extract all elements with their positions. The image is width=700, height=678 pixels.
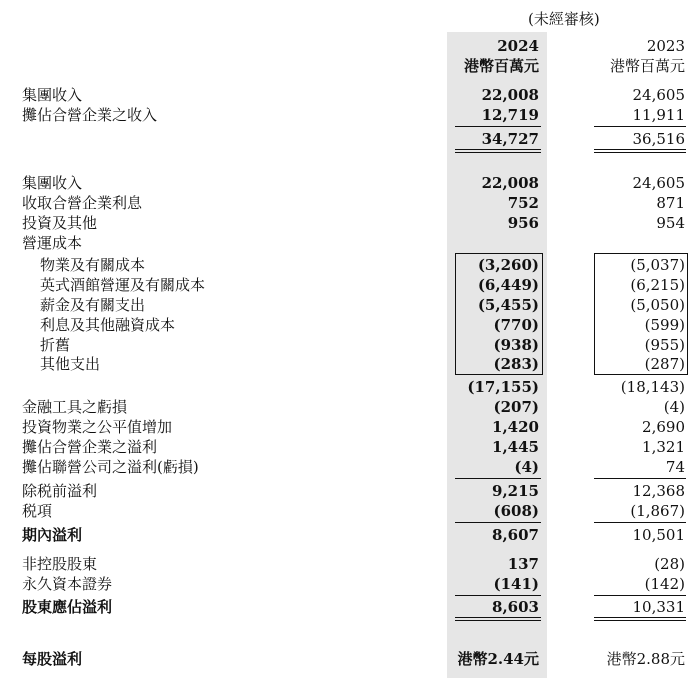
row-label: 投資及其他 <box>22 214 98 232</box>
row-label: 永久資本證券 <box>22 575 113 593</box>
value-2023: 11,911 <box>632 106 685 124</box>
value-2024: 22,008 <box>481 174 539 192</box>
row-label: 英式酒館營運及有關成本 <box>40 276 206 294</box>
value-2024: (4) <box>514 458 539 476</box>
rule-2023 <box>594 522 686 523</box>
eps-value-2023: 港幣2.88元 <box>606 650 685 668</box>
value-2023: (5,050) <box>630 296 685 314</box>
value-2024: 1,420 <box>492 418 539 436</box>
row-label: 攤佔合營企業之收入 <box>22 106 158 124</box>
value-2024: 137 <box>507 555 539 573</box>
row-label: 攤佔合營企業之溢利 <box>22 438 158 456</box>
value-2024: (141) <box>493 575 539 593</box>
value-2024: (938) <box>493 336 539 354</box>
subtotal-rule-2023 <box>594 126 686 127</box>
double-rule-2024-b <box>455 152 541 153</box>
value-2024: 1,445 <box>492 438 539 456</box>
value-2023: 74 <box>665 458 685 476</box>
rule-2023 <box>594 595 686 596</box>
row-label: 集團收入 <box>22 174 83 192</box>
unit-2023-header: 港幣百萬元 <box>609 57 685 75</box>
value-2023: (28) <box>654 555 685 573</box>
value-2024: 9,215 <box>492 482 539 500</box>
value-2024: (5,455) <box>477 296 539 314</box>
value-2023: (287) <box>644 355 685 373</box>
value-2023: 871 <box>656 194 685 212</box>
value-2024: 8,603 <box>492 598 539 616</box>
value-2024: (283) <box>493 355 539 373</box>
value-2024: 22,008 <box>481 86 539 104</box>
double-rule-2023-a <box>594 617 686 618</box>
year-2024-header: 2024 <box>497 37 539 55</box>
rule-2024 <box>455 595 541 596</box>
year-2023-header: 2023 <box>646 37 685 55</box>
value-2023: 12,368 <box>632 482 685 500</box>
row-label: 攤佔聯營公司之溢利(虧損) <box>22 458 199 476</box>
profit-for-period-label: 期內溢利 <box>22 526 83 544</box>
double-rule-2024-a <box>455 149 541 150</box>
rule-2023 <box>594 478 686 479</box>
value-2023: 10,331 <box>632 598 685 616</box>
row-label: 除税前溢利 <box>22 482 98 500</box>
value-2024: 752 <box>507 194 539 212</box>
attributable-profit-label: 股東應佔溢利 <box>22 598 113 616</box>
row-label: 薪金及有關支出 <box>40 296 146 314</box>
row-label: 收取合營企業利息 <box>22 194 143 212</box>
value-2023: 2,690 <box>642 418 685 436</box>
subtotal-value-2023: (18,143) <box>620 378 685 396</box>
row-label: 利息及其他融資成本 <box>40 316 176 334</box>
value-2024: (6,449) <box>477 276 539 294</box>
row-label: 非控股股東 <box>22 555 98 573</box>
value-2023: (955) <box>644 336 685 354</box>
total-value-2024: 34,727 <box>481 130 539 148</box>
row-label: 税項 <box>22 502 53 520</box>
value-2023: 10,501 <box>632 526 685 544</box>
value-2024: (608) <box>493 502 539 520</box>
value-2024: 956 <box>507 214 539 232</box>
value-2024: (207) <box>493 398 539 416</box>
rule-2024 <box>455 478 541 479</box>
unaudited-note: (未經審核) <box>528 10 600 28</box>
rule-2024 <box>455 522 541 523</box>
value-2023: 24,605 <box>632 86 685 104</box>
value-2024: (770) <box>493 316 539 334</box>
value-2023: 1,321 <box>642 438 685 456</box>
value-2023: (5,037) <box>630 256 685 274</box>
value-2023: (6,215) <box>630 276 685 294</box>
row-label: 投資物業之公平值增加 <box>22 418 173 436</box>
unit-2024-header: 港幣百萬元 <box>463 57 539 75</box>
double-rule-2023-a <box>594 149 686 150</box>
section-label-operating-costs: 營運成本 <box>22 234 83 252</box>
subtotal-value-2024: (17,155) <box>467 378 539 396</box>
value-2024: 8,607 <box>492 526 539 544</box>
row-label: 集團收入 <box>22 86 83 104</box>
eps-value-2024: 港幣2.44元 <box>457 650 539 668</box>
total-value-2023: 36,516 <box>632 130 685 148</box>
value-2023: (142) <box>644 575 685 593</box>
value-2023: (4) <box>663 398 685 416</box>
double-rule-2024-a <box>455 617 541 618</box>
double-rule-2024-b <box>455 620 541 621</box>
double-rule-2023-b <box>594 152 686 153</box>
eps-label: 每股溢利 <box>22 650 83 668</box>
row-label: 金融工具之虧損 <box>22 398 128 416</box>
row-label: 折舊 <box>40 336 71 354</box>
double-rule-2023-b <box>594 620 686 621</box>
row-label: 物業及有關成本 <box>40 256 146 274</box>
value-2023: (1,867) <box>630 502 685 520</box>
value-2023: (599) <box>644 316 685 334</box>
value-2024: (3,260) <box>477 256 539 274</box>
value-2023: 24,605 <box>632 174 685 192</box>
value-2024: 12,719 <box>481 106 539 124</box>
row-label: 其他支出 <box>40 355 101 373</box>
value-2023: 954 <box>656 214 685 232</box>
subtotal-rule-2024 <box>455 126 541 127</box>
